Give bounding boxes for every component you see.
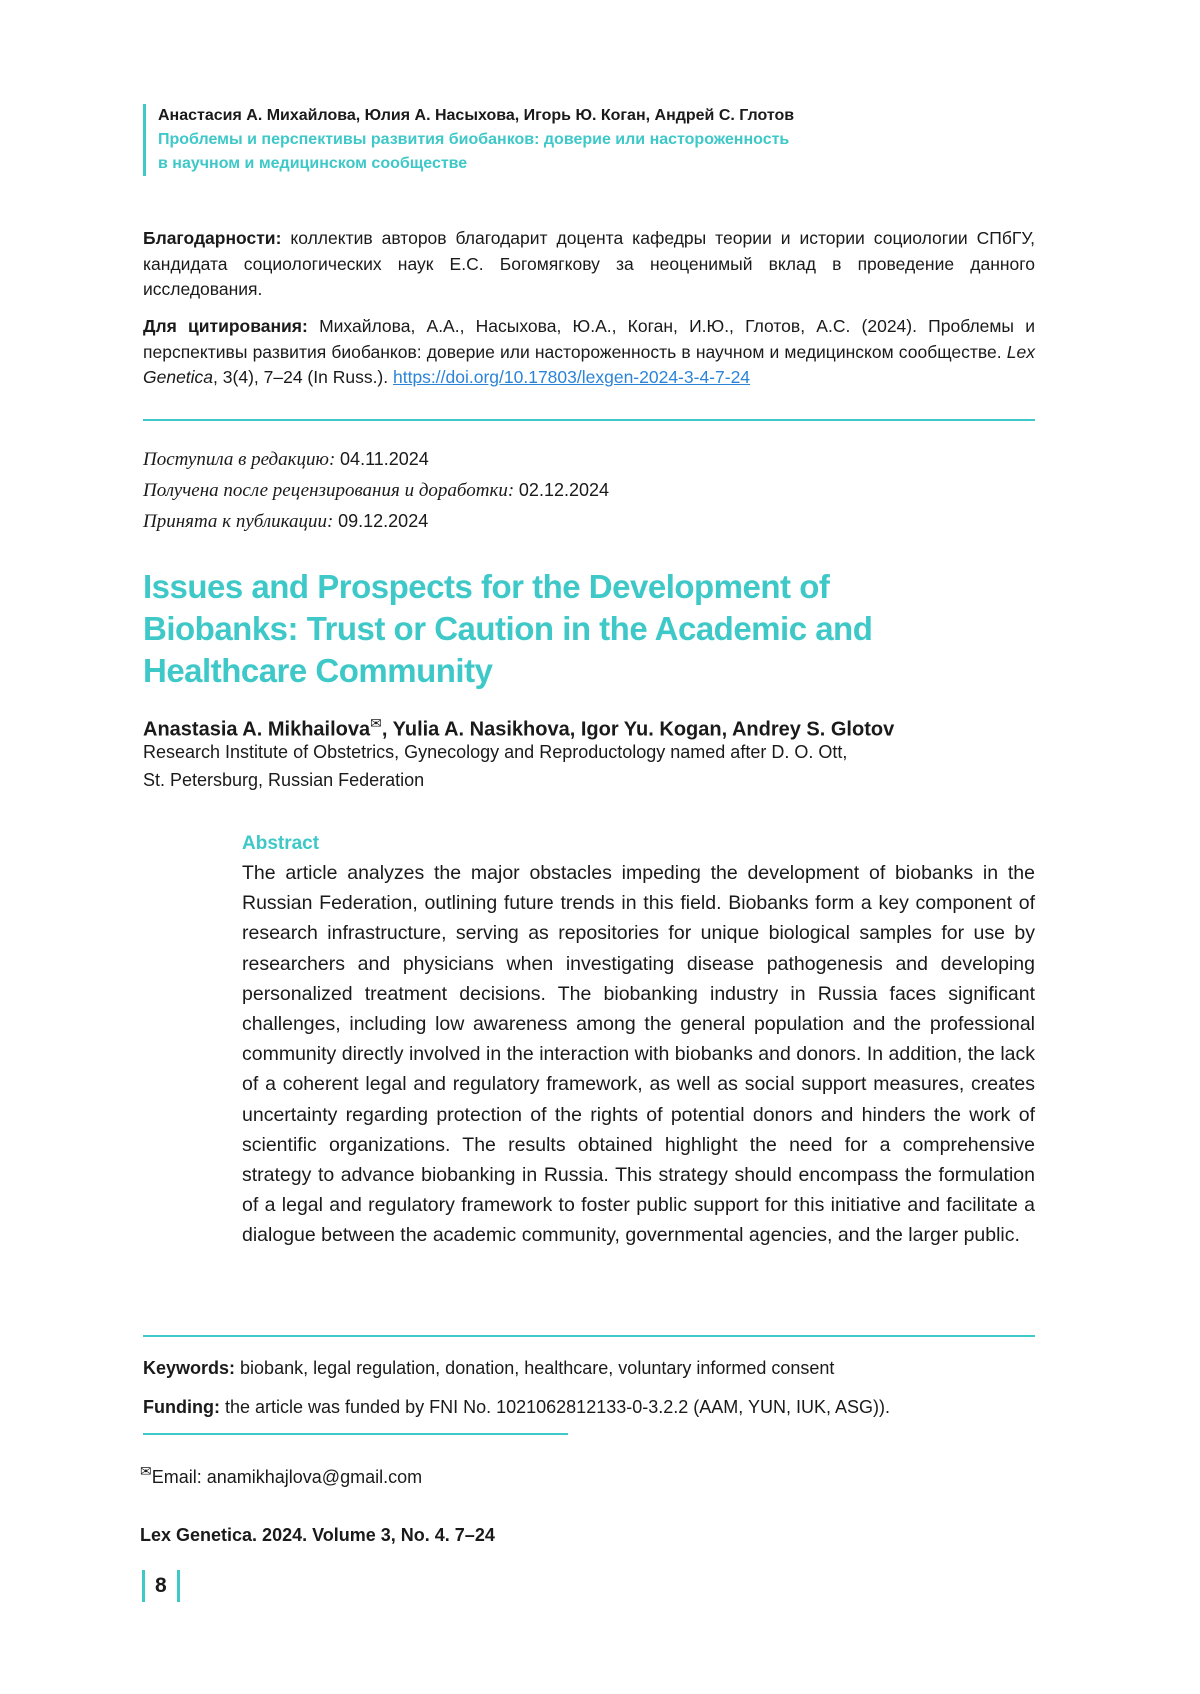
running-header-authors: Анастасия А. Михайлова, Юлия А. Насыхова, Игорь Ю. Коган, Андрей С. Глотов (158, 107, 795, 124)
date-label: Принята к публикации: (143, 511, 334, 532)
article-title: Issues and Prospects for the Development of Biobanks: Trust or Caution in the Academic and Healthcare Community (143, 568, 873, 689)
abstract-text: The article analyzes the major obstacles impeding the development of biobanks in the Russian Federation, outlining future trends in this field. Biobanks form a key component of research infrastructure, serving as repositories for unique biological samples for use by researchers and physicians when investigating disease pathogenesis and developing personalized treatment decisions. The biobanking industry in Russia faces significant challenges, including low awareness among the general population and the professional community directly involved in the interaction with biobanks and donors. In addition, the lack of a coherent legal and regulatory framework, as well as social support measures, creates uncertainty regarding protection of the rights of potential donors and hinders the work of scientific organizations. The results obtained highlight the need for a comprehensive strategy to advance biobanking in Russia. This strategy should encompass the formulation of a legal and regulatory framework to foster public support for this initiative and facilitate a dialogue between the academic community, governmental agencies, and the larger public. (242, 862, 1035, 1247)
date-value: 04.11.2024 (340, 449, 429, 469)
citation (143, 314, 1035, 391)
date-value: 09.12.2024 (338, 511, 429, 531)
keywords-text: biobank, legal regulation, donation, healthcare, voluntary informed consent (235, 1358, 835, 1378)
page-number: 8 (142, 1570, 180, 1602)
date-received (143, 444, 609, 475)
running-header (143, 104, 798, 176)
authors-rest: , Yulia A. Nasikhova, Igor Yu. Kogan, Andrey S. Glotov (381, 718, 895, 741)
funding (143, 1394, 890, 1420)
divider (143, 419, 1035, 421)
affiliation-line-1: Research Institute of Obstetrics, Gynecology and Reproductology named after D. O. Ott, (143, 742, 848, 762)
funding-text: the article was funded by FNI No. 1021062812133-0-3.2.2 (AAM, YUN, IUK, ASG)). (219, 1397, 890, 1417)
acknowledgments-text: коллектив авторов благодарит доцента кафедры теории и истории социологии СПбГУ, кандидата социологических наук Е.С. Богомягкову за неоценимый вклад в проведение данного исследования. (143, 228, 1035, 299)
journal-footer: Lex Genetica. 2024. Volume 3, No. 4. 7–24 (140, 1525, 495, 1545)
citation-label: Для цитирования: (143, 316, 308, 336)
date-label: Поступила в редакцию: (143, 449, 336, 470)
running-header-title: Проблемы и перспективы развития биобанков: доверие или настороженность в научном и медицинском сообществе (158, 131, 790, 172)
doi-link[interactable]: https://doi.org/10.17803/lexgen-2024-3-4-7-24 (392, 367, 751, 387)
envelope-icon: ✉ (140, 1463, 152, 1479)
acknowledgments-label: Благодарности: (143, 228, 282, 248)
author-first: Anastasia A. Mikhailova (143, 718, 371, 741)
keywords (143, 1355, 834, 1381)
date-label: Получена после рецензирования и доработки: (143, 480, 515, 501)
citation-rest: , 3(4), 7–24 (In Russ.). (213, 367, 393, 387)
envelope-icon: ✉ (370, 715, 382, 731)
funding-label: Funding: (143, 1397, 220, 1417)
affiliation (143, 738, 847, 794)
acknowledgments (143, 226, 1035, 303)
date-accepted (143, 506, 609, 537)
email-text[interactable]: Email: anamikhajlova@gmail.com (151, 1467, 423, 1487)
divider (143, 1335, 1035, 1337)
email-footnote (140, 1458, 422, 1490)
dates (143, 444, 609, 537)
affiliation-line-2: St. Petersburg, Russian Federation (143, 770, 425, 790)
citation-journal: Lex Genetica (143, 341, 1035, 387)
date-value: 02.12.2024 (518, 480, 610, 500)
footnote-divider (143, 1433, 568, 1435)
citation-text: Михайлова, А.А., Насыхова, Ю.А., Коган, И.Ю., Глотов, А.С. (2024). Проблемы и перспективы развития биобанков: доверие или настороженность в научном и медицинском сообществе. (143, 316, 1035, 362)
keywords-label: Keywords: (143, 1358, 236, 1378)
abstract-heading: Abstract (242, 833, 320, 854)
abstract (242, 830, 1035, 1251)
date-revised (143, 475, 609, 506)
